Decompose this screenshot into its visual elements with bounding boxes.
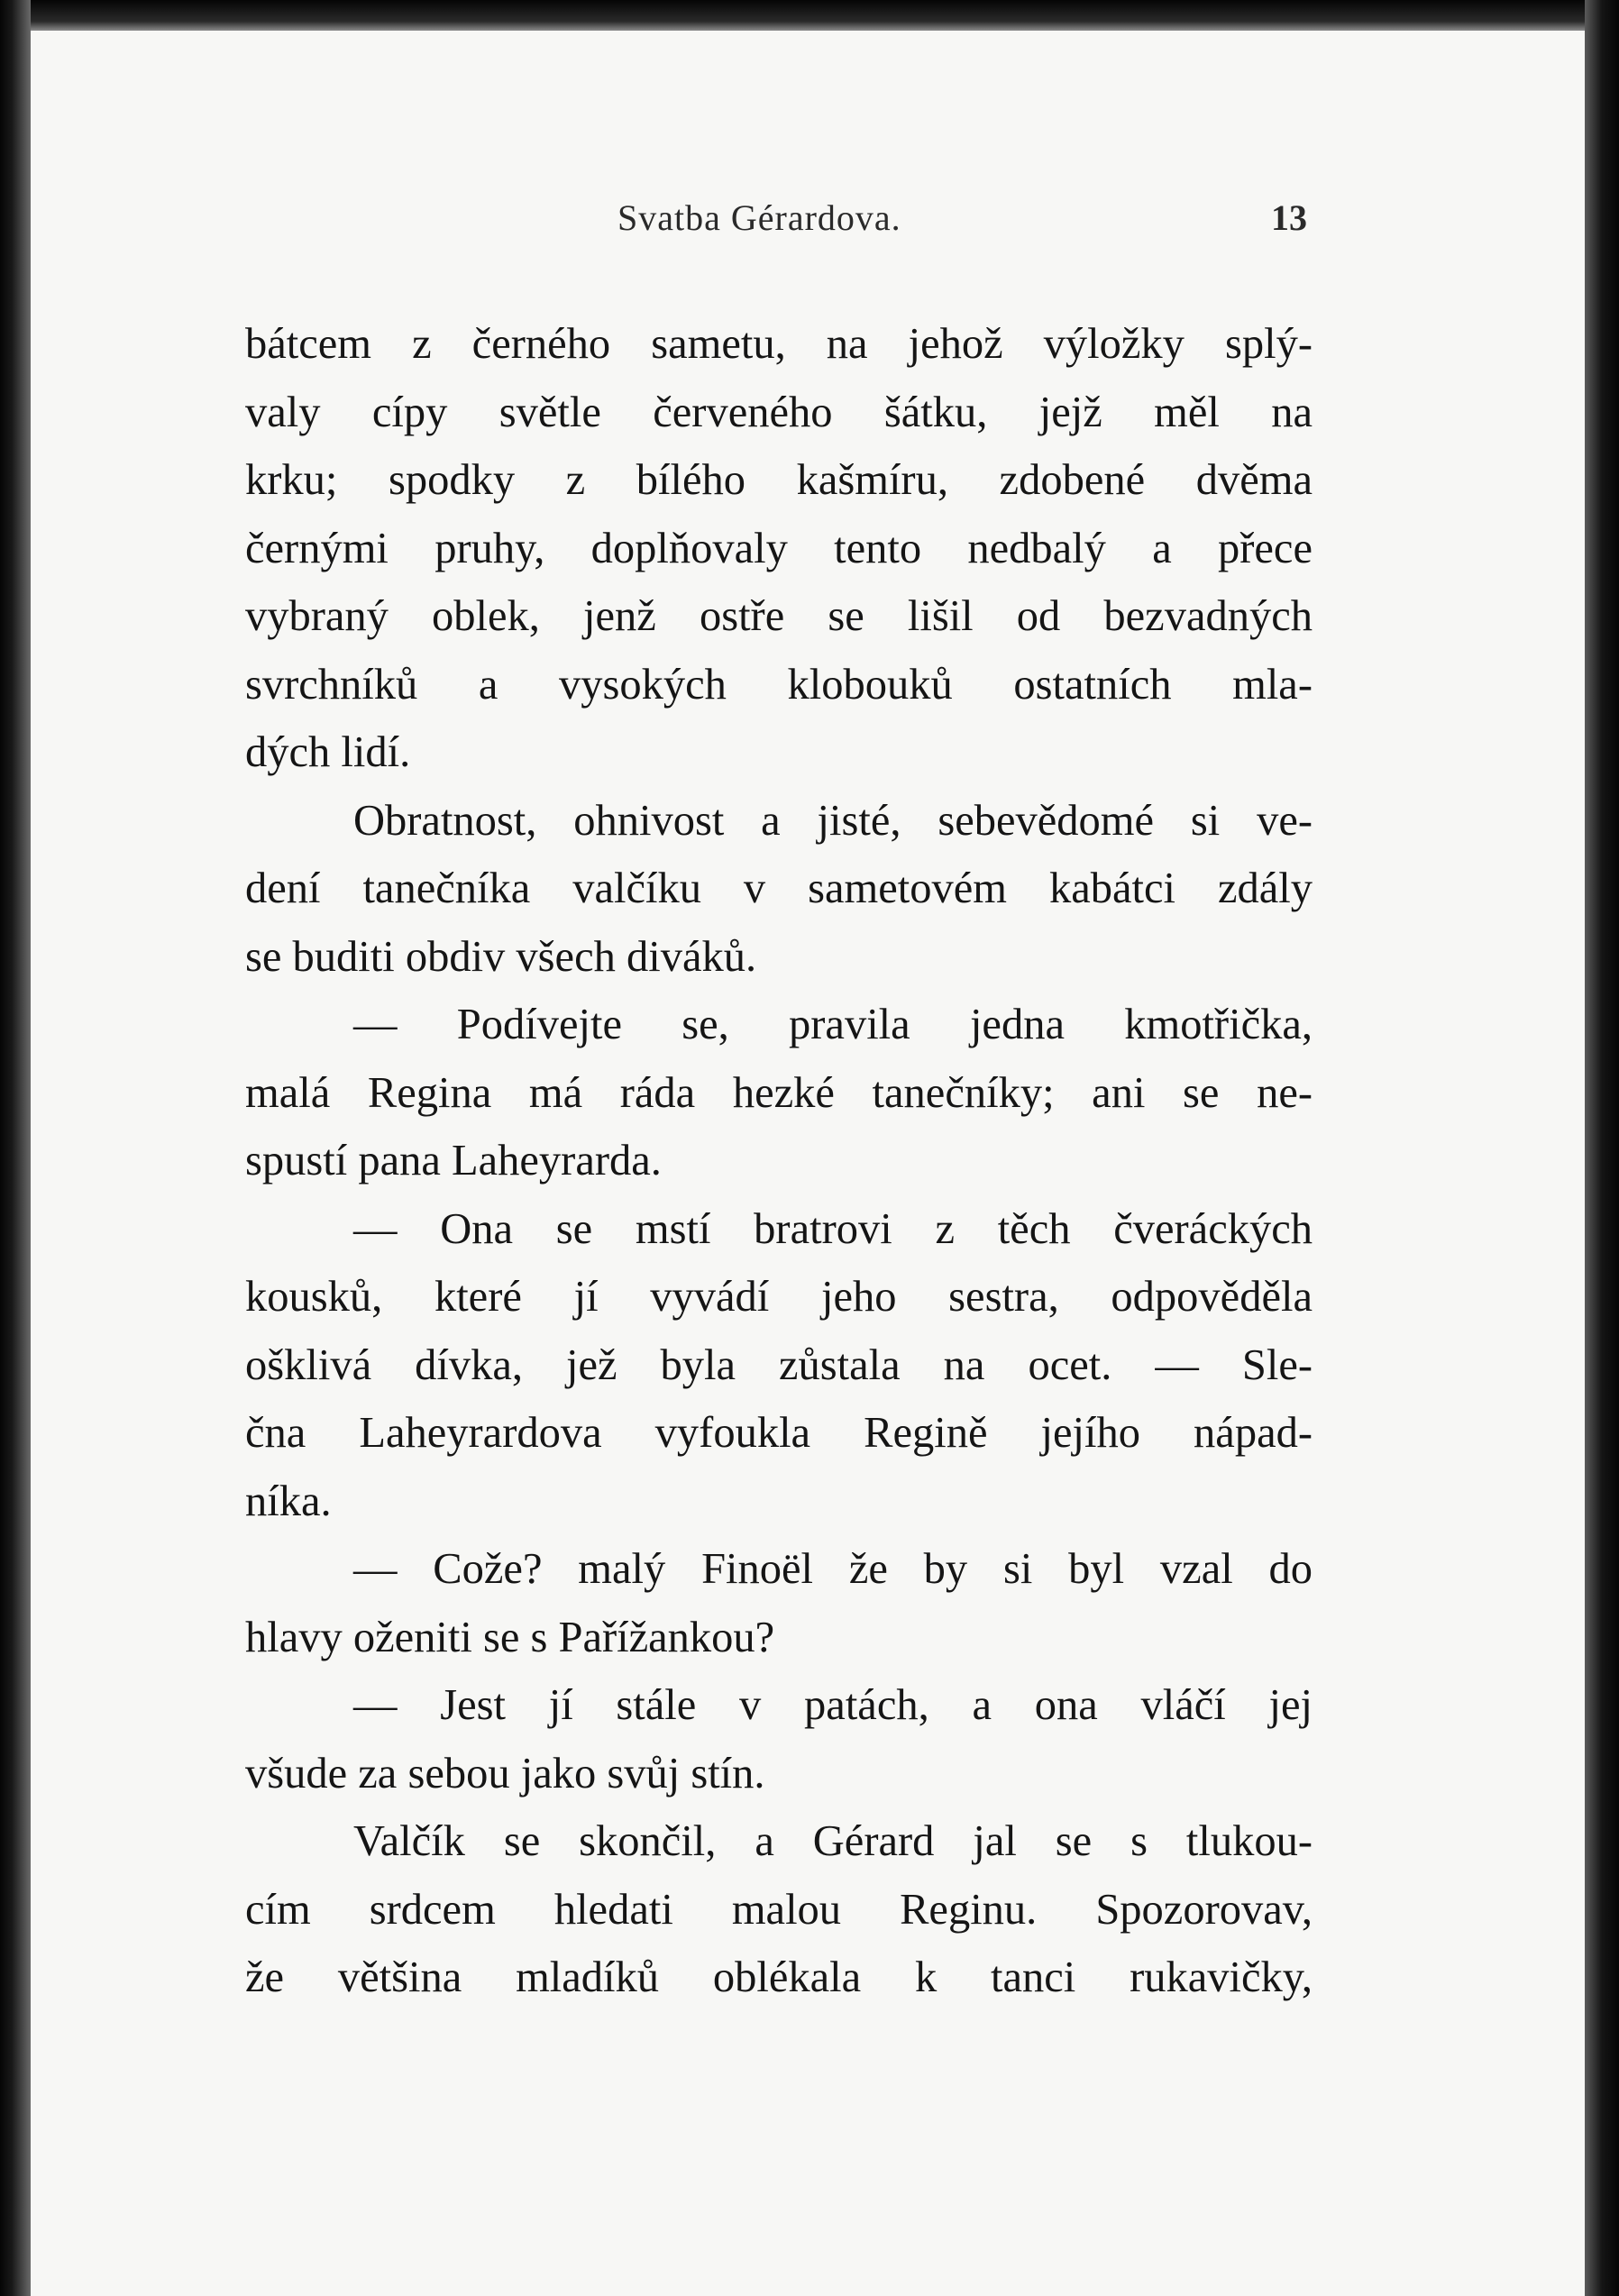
text-line: že většina mladíků oblékala k tanci rukavičky, [245,1953,1313,2001]
page-header [0,197,1619,251]
text-line: dení tanečníka valčíku v sametovém kabátci zdály [245,864,1313,912]
body-text [245,310,1313,2012]
text-line: kousků, které jí vyvádí jeho sestra, odpověděla [245,1273,1313,1321]
text-line: — Ona se mstí bratrovi z těch čveráckých [353,1204,1313,1253]
text-line: malá Regina má ráda hezké tanečníky; ani se ne- [245,1068,1313,1117]
text-line: Obratnost, ohnivost a jisté, sebevědomé si ve- [353,796,1313,845]
text-line: ošklivá dívka, jež byla zůstala na ocet. — Sle- [245,1340,1313,1389]
text-line: bátcem z černého sametu, na jehož výložky splý- [245,320,1313,368]
scan-border-top [0,0,1619,31]
text-line: valy cípy světle červeného šátku, jejž měl na [245,388,1313,436]
text-line: Valčík se skončil, a Gérard jal se s tlukou- [353,1817,1313,1865]
text-line: níka. [245,1477,332,1525]
text-line: čna Laheyrardova vyfoukla Regině jejího nápad- [245,1409,1313,1457]
text-line: vybraný oblek, jenž ostře se lišil od bezvadných [245,592,1313,640]
text-line: hlavy oženiti se s Pařížankou? [245,1613,775,1661]
text-line: svrchníků a vysokých klobouků ostatních mla- [245,660,1313,709]
text-line: dých lidí. [245,728,411,776]
text-line: všude za sebou jako svůj stín. [245,1749,765,1797]
text-line: krku; spodky z bílého kašmíru, zdobené dvěma [245,456,1313,504]
text-line: černými pruhy, doplňovaly tento nedbalý a přece [245,524,1313,572]
text-line: — Podívejte se, pravila jedna kmotřička, [353,1001,1313,1048]
text-line: cím srdcem hledati malou Reginu. Spozorovav, [245,1885,1313,1934]
scan-border-right [1585,0,1619,2296]
text-line: spustí pana Laheyrarda. [245,1137,662,1185]
page-number: 13 [1271,197,1307,238]
scan-border-left [0,0,31,2296]
text-line: se buditi obdiv všech diváků. [245,932,757,981]
text-line: — Cože? malý Finoël že by si byl vzal do [353,1545,1313,1593]
text-line: — Jest jí stále v patách, a ona vláčí jej [353,1681,1313,1729]
running-title: Svatba Gérardova. [617,197,901,238]
